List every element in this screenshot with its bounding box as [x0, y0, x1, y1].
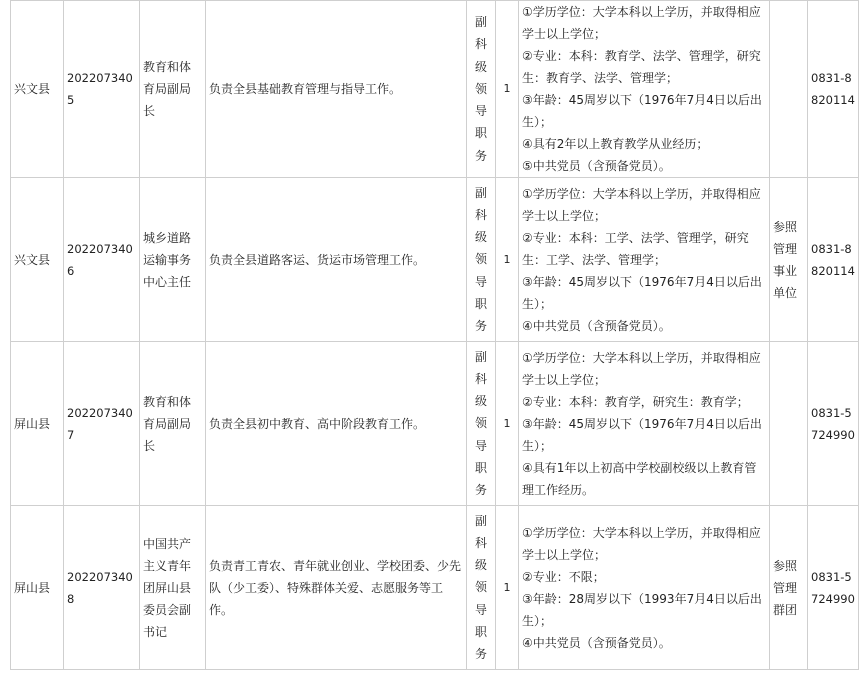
condition-item: ③年龄：45周岁以下（1976年7月4日以后出生）； — [522, 93, 762, 129]
phone-text: 0831-8820114 — [811, 71, 855, 107]
duty-cell — [206, 342, 467, 506]
job-level-cell — [467, 178, 496, 342]
position-name-cell — [140, 1, 206, 178]
remark-text: 参照管理事业单位 — [773, 219, 798, 300]
job-level-text: 副科级领导职务 — [474, 349, 487, 497]
job-level-cell — [467, 1, 496, 178]
position-name-cell — [140, 178, 206, 342]
conditions-cell — [519, 506, 770, 670]
county-cell — [11, 506, 64, 670]
county-text: 兴文县 — [14, 82, 51, 96]
job-level-cell — [467, 506, 496, 670]
position-code-text: 2022073405 — [67, 71, 133, 107]
duty-cell — [206, 1, 467, 178]
remark-cell — [770, 506, 808, 670]
duty-text: 负责全县道路客运、货运市场管理工作。 — [209, 252, 426, 267]
duty-text: 负责全县基础教育管理与指导工作。 — [209, 82, 402, 96]
headcount-cell — [496, 178, 519, 342]
condition-item: ①学历学位：大学本科以上学历，并取得相应学士以上学位； — [522, 525, 761, 562]
condition-item: ④中共党员（含预备党员）。 — [522, 318, 671, 333]
county-text: 兴文县 — [14, 252, 51, 267]
position-code-text: 2022073406 — [67, 241, 133, 278]
conditions-list — [522, 522, 766, 654]
position-code-text: 2022073408 — [67, 569, 133, 606]
remark-cell — [770, 342, 808, 506]
position-code-cell — [64, 1, 140, 178]
position-name-text: 教育和体育局副局长 — [143, 60, 192, 118]
phone-text: 0831-5724990 — [811, 569, 855, 606]
position-code-cell — [64, 178, 140, 342]
position-name-cell — [140, 506, 206, 670]
condition-item: ④具有2年以上教育教学从业经历； — [522, 137, 709, 151]
job-level-text: 副科级领导职务 — [474, 15, 487, 163]
job-level-text: 副科级领导职务 — [474, 513, 487, 661]
condition-item: ⑤中共党员（含预备党员）。 — [522, 159, 671, 173]
table-row — [11, 178, 859, 342]
job-level-text: 副科级领导职务 — [474, 185, 487, 333]
condition-item: ③年龄：45周岁以下（1976年7月4日以后出生）； — [522, 274, 762, 311]
remark-cell — [770, 178, 808, 342]
county-cell — [11, 342, 64, 506]
headcount-text: 1 — [503, 580, 511, 594]
condition-item: ②专业：本科：教育学、法学、管理学，研究生：教育学、法学、管理学； — [522, 49, 761, 85]
phone-text: 0831-5724990 — [811, 405, 855, 442]
phone-text: 0831-8820114 — [811, 241, 855, 278]
duty-text: 负责青工青农、青年就业创业、学校团委、少先队（少工委）、特殊群体关爱、志愿服务等工作。 — [209, 558, 462, 617]
positions-table-body — [11, 1, 859, 670]
duty-text: 负责全县初中教育、高中阶段教育工作。 — [209, 416, 426, 431]
headcount-text: 1 — [503, 82, 511, 95]
headcount-cell — [496, 1, 519, 178]
conditions-cell — [519, 342, 770, 506]
position-name-cell — [140, 342, 206, 506]
position-code-cell — [64, 342, 140, 506]
conditions-cell — [519, 1, 770, 178]
conditions-list — [522, 347, 766, 501]
conditions-list — [522, 183, 766, 337]
remark-text: 参照管理群团 — [773, 558, 798, 617]
duty-cell — [206, 178, 467, 342]
conditions-list — [522, 1, 766, 177]
phone-cell — [808, 506, 859, 670]
phone-cell — [808, 178, 859, 342]
position-name-text: 中国共产主义青年团屏山县委员会副书记 — [143, 536, 192, 639]
headcount-text: 1 — [503, 252, 511, 266]
condition-item: ③年龄：45周岁以下（1976年7月4日以后出生）； — [522, 416, 762, 453]
condition-item: ①学历学位：大学本科以上学历，并取得相应学士以上学位； — [522, 350, 761, 387]
job-level-cell — [467, 342, 496, 506]
condition-item: ①学历学位：大学本科以上学历，并取得相应学士以上学位； — [522, 5, 761, 41]
condition-item: ④中共党员（含预备党员）。 — [522, 635, 671, 650]
conditions-cell — [519, 178, 770, 342]
condition-item: ②专业：本科：工学、法学、管理学，研究生：工学、法学、管理学； — [522, 230, 749, 267]
county-text: 屏山县 — [14, 580, 51, 595]
duty-cell — [206, 506, 467, 670]
headcount-cell — [496, 342, 519, 506]
condition-item: ②专业：不限； — [522, 569, 605, 584]
table-row — [11, 1, 859, 178]
county-cell — [11, 178, 64, 342]
phone-cell — [808, 342, 859, 506]
headcount-cell — [496, 506, 519, 670]
condition-item: ③年龄：28周岁以下（1993年7月4日以后出生）； — [522, 591, 762, 628]
position-name-text: 教育和体育局副局长 — [143, 394, 192, 453]
position-code-text: 2022073407 — [67, 405, 133, 442]
remark-cell — [770, 1, 808, 178]
condition-item: ②专业：本科：教育学，研究生：教育学； — [522, 394, 749, 409]
county-text: 屏山县 — [14, 416, 51, 431]
condition-item: ④具有1年以上初高中学校副校级以上教育管理工作经历。 — [522, 460, 757, 497]
position-name-text: 城乡道路运输事务中心主任 — [143, 230, 192, 289]
position-code-cell — [64, 506, 140, 670]
county-cell — [11, 1, 64, 178]
table-row — [11, 506, 859, 670]
positions-table — [10, 0, 859, 670]
phone-cell — [808, 1, 859, 178]
headcount-text: 1 — [503, 416, 511, 430]
condition-item: ①学历学位：大学本科以上学历，并取得相应学士以上学位； — [522, 186, 761, 223]
table-row — [11, 342, 859, 506]
